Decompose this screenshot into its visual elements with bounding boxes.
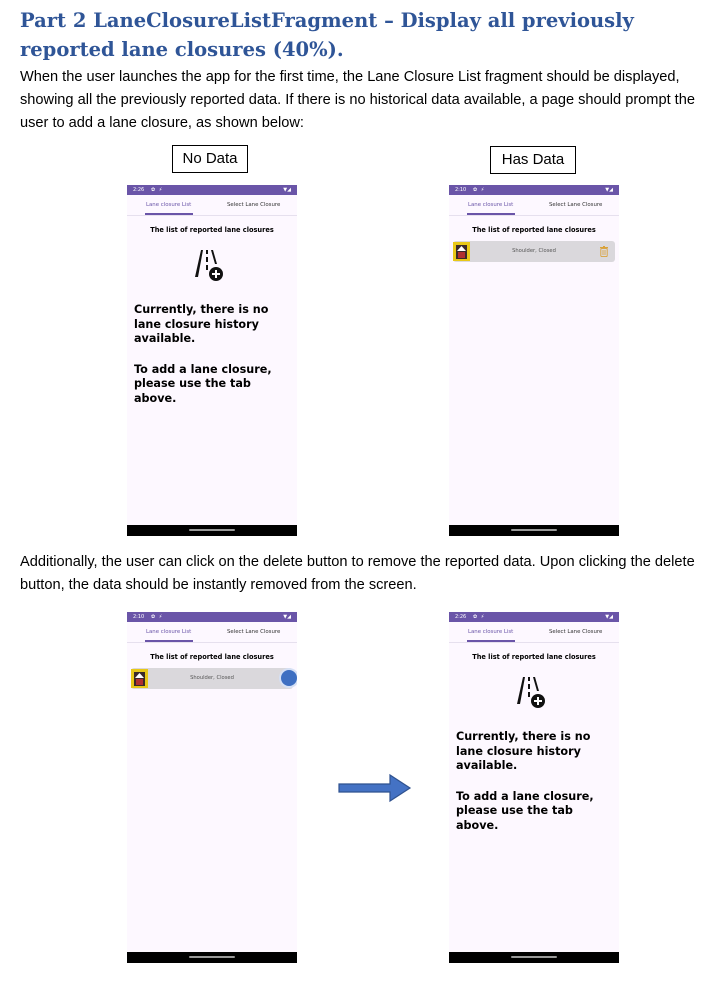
phone-screenshot-no-data	[127, 185, 297, 536]
status-icons: ✿ ⚡	[473, 614, 486, 620]
status-bar	[449, 612, 619, 622]
empty-state-line-2: To add a lane closure, please use the tab above.	[456, 789, 594, 832]
road-add-icon	[511, 674, 547, 710]
tab-bar	[127, 622, 297, 643]
navigation-bar	[127, 952, 297, 963]
signal-battery-icon: ▼◢	[283, 614, 291, 620]
intro-paragraph: When the user launches the app for the first time, the Lane Closure List fragment should be displayed, showing all the previously reported data. If there is no historical data available, a page should prompt the user to add a lane closure, as shown below:	[20, 69, 695, 131]
list-title: The list of reported lane closures	[150, 653, 274, 661]
phone-screenshot-after-delete	[449, 612, 619, 963]
tab-indicator	[145, 213, 193, 215]
tab-indicator	[467, 640, 515, 642]
tab-bar	[127, 195, 297, 216]
tab-select-lane-closure[interactable]: Select Lane Closure	[227, 629, 281, 635]
empty-state-line-2: To add a lane closure, please use the tab above.	[134, 362, 272, 405]
empty-state-line-1: Currently, there is no lane closure history available.	[134, 303, 269, 346]
signal-battery-icon: ▼◢	[605, 614, 613, 620]
phone-screenshot-has-data	[449, 185, 619, 536]
status-icons: ✿ ⚡	[473, 187, 486, 193]
tab-indicator	[145, 640, 193, 642]
right-arrow-icon	[338, 773, 412, 803]
status-icons: ✿ ⚡	[151, 614, 164, 620]
lane-closure-row[interactable]	[131, 668, 293, 689]
tab-lane-closure-list[interactable]: Lane closure List	[146, 629, 192, 635]
road-add-icon	[189, 247, 225, 283]
status-time: 2:26	[455, 614, 467, 620]
list-title: The list of reported lane closures	[472, 226, 596, 234]
no-data-label: No Data	[172, 145, 248, 173]
row-text: Shoulder, Closed	[512, 248, 556, 254]
home-pill[interactable]	[511, 529, 557, 531]
navigation-bar	[127, 525, 297, 536]
home-pill[interactable]	[511, 956, 557, 958]
status-bar	[127, 185, 297, 195]
has-data-label: Has Data	[490, 146, 576, 174]
tab-lane-closure-list[interactable]: Lane closure List	[146, 202, 192, 208]
tab-indicator	[467, 213, 515, 215]
navigation-bar	[449, 952, 619, 963]
status-bar	[127, 612, 297, 622]
tab-select-lane-closure[interactable]: Select Lane Closure	[227, 202, 281, 208]
list-title: The list of reported lane closures	[150, 226, 274, 234]
signal-battery-icon: ▼◢	[605, 187, 613, 193]
delete-button-pressed[interactable]	[281, 670, 297, 686]
home-pill[interactable]	[189, 956, 235, 958]
empty-state-message	[456, 730, 616, 850]
phone-screenshot-delete-pressed	[127, 612, 297, 963]
status-time: 2:10	[133, 614, 145, 620]
tab-bar	[449, 195, 619, 216]
delete-icon[interactable]	[599, 246, 609, 257]
tab-lane-closure-list[interactable]: Lane closure List	[468, 629, 514, 635]
empty-state-message	[134, 303, 294, 423]
row-text: Shoulder, Closed	[190, 675, 234, 681]
status-icons: ✿ ⚡	[151, 187, 164, 193]
status-time: 2:26	[133, 187, 145, 193]
lane-closure-row[interactable]	[453, 241, 615, 262]
tab-bar	[449, 622, 619, 643]
tab-select-lane-closure[interactable]: Select Lane Closure	[549, 629, 603, 635]
delete-paragraph: Additionally, the user can click on the delete button to remove the reported data. Upon clicking the delete button, the data should be instantly removed from the screen.	[20, 554, 695, 593]
status-bar	[449, 185, 619, 195]
status-time: 2:10	[455, 187, 467, 193]
list-title: The list of reported lane closures	[472, 653, 596, 661]
empty-state-line-1: Currently, there is no lane closure history available.	[456, 730, 591, 773]
tab-select-lane-closure[interactable]: Select Lane Closure	[549, 202, 603, 208]
section-heading: Part 2 LaneClosureListFragment – Display all previously reported lane closures (40%).	[20, 9, 634, 61]
home-pill[interactable]	[189, 529, 235, 531]
tab-lane-closure-list[interactable]: Lane closure List	[468, 202, 514, 208]
signal-battery-icon: ▼◢	[283, 187, 291, 193]
navigation-bar	[449, 525, 619, 536]
